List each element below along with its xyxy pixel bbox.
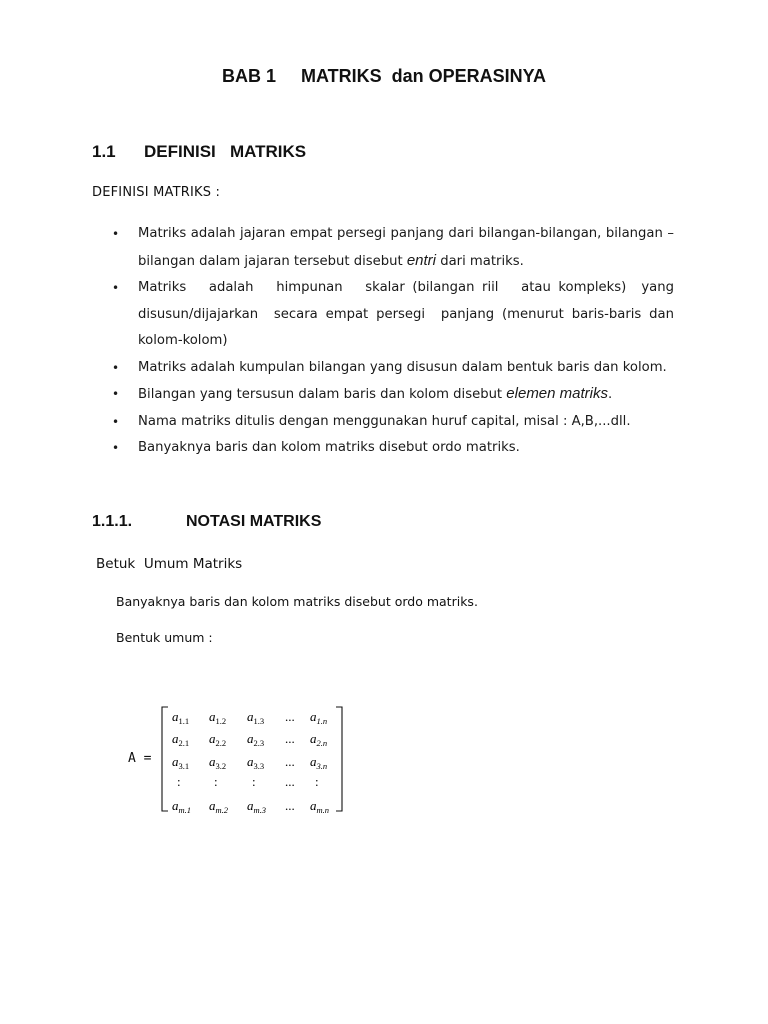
entry-base: : — [177, 774, 181, 789]
entry-base: ... — [285, 731, 295, 746]
ordo-text: Banyaknya baris dan kolom matriks disebut ordo matriks. — [116, 594, 478, 609]
subsection-heading — [92, 513, 321, 531]
section-heading — [92, 142, 306, 162]
matrix-entry — [247, 731, 264, 748]
matrix-entry — [252, 774, 256, 789]
matrix-entry — [209, 754, 226, 771]
matrix-entry — [285, 731, 295, 746]
matrix-entry — [310, 731, 327, 748]
entry-base: a — [310, 754, 317, 769]
subsection-number: 1.1.1. — [92, 513, 133, 530]
entry-subscript: 1.3 — [253, 716, 265, 726]
matrix-cells — [172, 709, 329, 815]
left-bracket — [162, 707, 168, 811]
entry-base: a — [310, 709, 317, 724]
matrix-entry — [310, 798, 329, 815]
matrix-entry — [172, 731, 189, 748]
entry-base: a — [247, 798, 254, 813]
list-item — [112, 221, 674, 275]
entry-subscript: 2.n — [316, 738, 328, 748]
entry-base: ... — [285, 774, 295, 789]
entry-subscript: 3.3 — [253, 761, 265, 771]
entry-base: a — [172, 709, 179, 724]
entry-subscript: 2.2 — [215, 738, 227, 748]
matrix-entry — [285, 798, 295, 813]
entry-base: a — [172, 754, 179, 769]
list-item — [112, 381, 674, 409]
subsection-title: NOTASI MATRIKS — [186, 513, 322, 530]
bullet-text: Banyaknya baris dan kolom matriks disebut ordo matriks. — [138, 440, 520, 455]
entry-base: a — [209, 754, 216, 769]
matrix-entry — [310, 754, 327, 771]
entry-base: : — [214, 774, 218, 789]
matrix-entry — [172, 709, 189, 726]
entry-base: ... — [285, 798, 295, 813]
entry-base: ... — [285, 754, 295, 769]
chapter-title: BAB 1 MATRIKS dan OPERASINYA — [221, 66, 547, 86]
emphasis-text: elemen matriks — [506, 385, 608, 402]
entry-base: ... — [285, 709, 295, 724]
matrix-entry — [315, 774, 319, 789]
entry-base: a — [172, 731, 179, 746]
bullet-text-end: dari matriks. — [436, 253, 524, 269]
entry-subscript: 2.1 — [178, 738, 190, 748]
entry-base: a — [209, 798, 216, 813]
definition-list — [112, 221, 679, 462]
definition-heading: DEFINISI MATRIKS : — [92, 185, 221, 200]
matrix-entry — [310, 709, 327, 726]
entry-base: a — [310, 731, 317, 746]
matrix-entry — [285, 754, 295, 769]
entry-base: : — [315, 774, 319, 789]
bullet-text: Matriks adalah himpunan skalar (bilangan riil atau kompleks) yang disusun/dijajarkan secara empat persegi panjang (menurut baris-baris dan kolom-kolom) — [138, 280, 679, 348]
matrix-entry — [209, 731, 226, 748]
matrix-a — [150, 698, 350, 818]
entry-base: a — [310, 798, 317, 813]
entry-subscript: 1.1 — [178, 716, 190, 726]
entry-base: a — [247, 754, 254, 769]
entry-base: a — [172, 798, 179, 813]
list-item — [112, 409, 674, 436]
bullet-text-end: . — [608, 387, 613, 402]
entry-base: : — [252, 774, 256, 789]
entry-base: a — [247, 709, 254, 724]
bullet-text: Bilangan yang tersusun dalam baris dan kolom disebut — [138, 387, 507, 402]
matrix-entry — [214, 774, 218, 789]
entry-subscript: 3.2 — [215, 761, 227, 771]
entry-subscript: 2.3 — [253, 738, 265, 748]
entry-subscript: m.1 — [178, 805, 192, 815]
entry-base: a — [209, 731, 216, 746]
entry-subscript: 3.1 — [178, 761, 190, 771]
bullet-text: Matriks adalah kumpulan bilangan yang disusun dalam bentuk baris dan kolom. — [138, 359, 667, 375]
matrix-entry — [285, 709, 295, 724]
entry-subscript: m.3 — [253, 805, 267, 815]
entry-subscript: 1.2 — [215, 716, 227, 726]
list-item — [112, 355, 674, 382]
general-form-label: Bentuk umum : — [116, 630, 213, 645]
matrix-entry — [247, 709, 264, 726]
right-bracket — [336, 707, 342, 811]
general-form-heading: Betuk Umum Matriks — [96, 556, 243, 572]
matrix-label: A = — [128, 751, 152, 766]
bullet-text: Matriks adalah jajaran empat persegi panjang dari bilangan-bilangan, bilangan –bilangan dalam jajaran tersebut disebut — [138, 226, 674, 269]
list-item — [112, 275, 679, 355]
matrix-entry — [172, 798, 191, 815]
entry-subscript: 3.n — [316, 761, 328, 771]
matrix-entry — [177, 774, 181, 789]
entry-subscript: m.n — [316, 805, 330, 815]
entry-base: a — [209, 709, 216, 724]
emphasis-text: entri — [406, 251, 436, 269]
matrix-entry — [247, 754, 264, 771]
matrix-entry — [209, 798, 229, 815]
entry-subscript: m.2 — [215, 805, 229, 815]
entry-subscript: 1.n — [316, 716, 328, 726]
list-item — [112, 435, 674, 462]
bullet-text: Nama matriks ditulis dengan menggunakan huruf capital, misal : A,B,...dll. — [138, 413, 631, 429]
matrix-entry — [285, 774, 295, 789]
matrix-entry — [209, 709, 226, 726]
entry-base: a — [247, 731, 254, 746]
matrix-entry — [172, 754, 189, 771]
section-title: DEFINISI MATRIKS — [144, 142, 307, 161]
section-number: 1.1 — [92, 142, 116, 161]
matrix-entry — [247, 798, 266, 815]
